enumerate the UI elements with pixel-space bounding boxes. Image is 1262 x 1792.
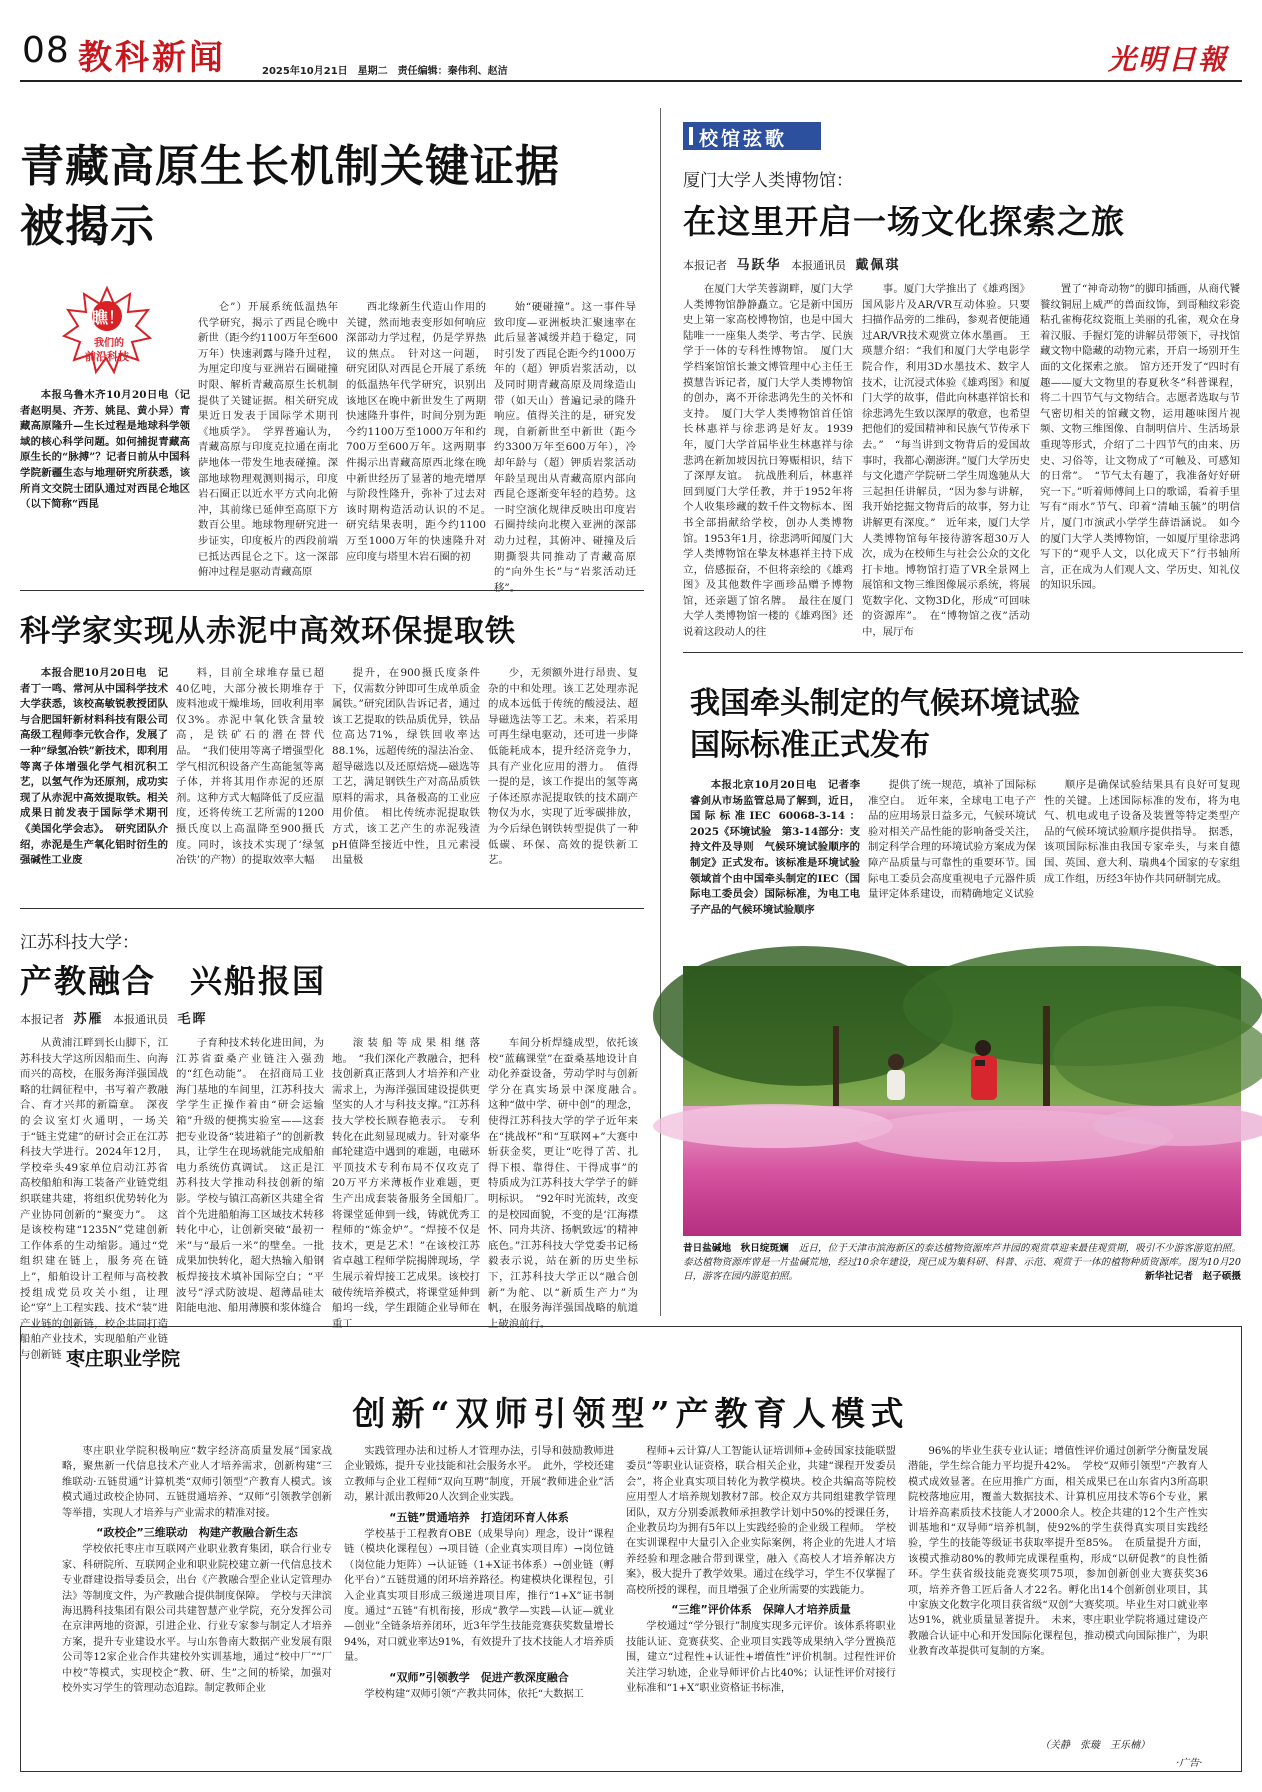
article2-col-4 bbox=[488, 666, 638, 888]
museum-col-3 bbox=[1040, 282, 1240, 638]
museum-kicker: 厦门大学人类博物馆： bbox=[683, 171, 853, 191]
museum-col-2 bbox=[862, 282, 1030, 638]
jiangsu-col3-text: 滚装船等成果相继落地。 “我们深化产教融合，把科技创新真正落到人才培养和产业需求上，为海洋强国建设提供更坚实的人才与科技支撑。”江苏科技大学校长顾春艳表示。 专利转化在此刻显现威力。针对豪华邮轮建造中遇到的难题，电磁环平顶技术专利布局不仅攻克了20万平方米薄板作业难题，更生产出成套装备服务全国船厂。 将课堂延伸到一线，铸就优秀工程师的“炼金炉”。“焊接不仅是技术，更是艺术！”在该校江苏省卓越工程师学院揭牌现场，学生展示着焊接工艺成果。该校打破传统培养模式，将课堂延伸到船坞一线，学生跟随企业导师在重工 bbox=[332, 1037, 491, 1330]
article2-col2-text: 料，目前全球堆存量已超40亿吨，大部分被长期堆存于废料池或干燥堆场，回收利用率仅3%。赤泥中氧化铁含量较高，是铁矿石的潜在替代品。 “我们使用等离子增强型化学气相沉积设备产生高能氢等离子体，并将其用作赤泥的还原剂。这种方式大幅降低了反应温度，还将传统工艺所需的1200摄氏度以上高温降至900摄氏度。同时，该技术实现了‘绿氢冶铁’的产物）的提取效率大幅 bbox=[176, 667, 324, 867]
zaozhuang-signature: （关静 张璇 王乐楠） bbox=[1040, 1740, 1150, 1751]
page-number: 08 bbox=[22, 30, 70, 71]
article2-title: 科学家实现从赤泥中高效环保提取铁 bbox=[20, 614, 516, 649]
jiangsu-col1-text: 从黄浦江畔到长山脚下，江苏科技大学这所因船而生、向海而兴的高校，在服务海洋强国战略的壮阔征程中，书写着产教融合、育才兴邦的新篇章。 深夜的会议室灯火通明，一场关于“链主党建”的研讨会正在江苏科技大学进行。2024年12月，学校牵头49家单位启动江苏省高校船舶和海工装备产业链党组织联建共建，将组织优势转化为产业协同创新的“聚变力”。 这是该校构建“1235N”党建创新工作体系的生动缩影。通过“党组织建在链上，服务亮在链上”，船舶设计工程师与高校教授组成党员攻关小组，让理论“穿”上工程实践、技术“装”进产业链的创新链，校企共同打造船舶产业技术，实现船舶产业链与创新链 bbox=[20, 1037, 168, 1361]
news-photo bbox=[683, 966, 1241, 1236]
badge-small-text-2: 前沿科技 bbox=[85, 350, 129, 363]
museum-byline-name-2: 戴佩琪 bbox=[855, 258, 901, 273]
jiangsu-col2-text: 子育种技术转化进田间，为江苏省蚕桑产业链注入强劲的“红色动能”。 在招商局工业海门基地的车间里，江苏科技大学学生正操作着由“研会运输箱”升级的便携实验室——这套把专业设备“装进箱子”的创新教具，让学生在现场就能完成船舶电力系统仿真调试。 这正是江苏科技大学推动科技创新的缩影。学校与镇江高新区共建全省首个先进船舶海工区域技术转移转化中心，让创新突破“最初一米”与“最后一米”的壁垒。一批成果加快转化，超大热输入船钢板焊接技术填补国际空白；“平波号”浮式防波堤、超薄晶硅太阳能电池、船用薄膜和浆体缝合 bbox=[176, 1037, 324, 1315]
museum-byline-role-1: 本报记者 bbox=[683, 259, 727, 272]
article1-col-4 bbox=[494, 300, 636, 594]
jiangsu-title: 产教融合 兴船报国 bbox=[20, 962, 327, 1000]
person-child-figure bbox=[887, 1054, 905, 1100]
climate-top-rule bbox=[683, 652, 1243, 653]
frontier-tech-badge bbox=[62, 286, 152, 376]
photo-caption-text: 近日，位于天津市滨海新区的泰达植物资源库芦井园的观赏草迎来最佳观赏期，吸引不少游客游览拍照。泰达植物资源库曾是一片盐碱荒地，经过10余年建设，现已成为集科研、科普、示范、观赏于一体的植物种质资源库。图为10月20日，游客在园内游览拍照。 bbox=[683, 1243, 1242, 1282]
museum-byline-name-1: 马跃华 bbox=[736, 258, 782, 273]
jiangsu-byline bbox=[20, 1008, 214, 1027]
jiangsu-kicker: 江苏科技大学： bbox=[20, 933, 139, 953]
zaozhuang-col3-subhead: “三维”评价体系 保障人才培养质量 bbox=[671, 1603, 851, 1617]
article1-col3-text: 西北缘新生代造山作用的关键，然而地表变形如何响应深部动力学过程，仍是学界热议的焦点。 针对这一问题，研究团队对西昆仑开展了系统的低温热年代学研究，识别出该地区在晚中新世发生了两期快速隆升事件，时间分别为距今约1100万至1000万年和约700万至600万年。这两期事件揭示出青藏高原西北缘在晚中新世经历了显著的地壳增厚与阶段性隆升，弥补了过去对该时期构造活动认识的不足。 研究结果表明，距今约1100万至1000万年的快速隆升对应印度与塔里木岩石圈的初 bbox=[346, 301, 497, 563]
article2-col-2 bbox=[176, 666, 324, 888]
climate-col-1 bbox=[690, 778, 860, 960]
column-tag bbox=[683, 122, 821, 150]
zaozhuang-col-4 bbox=[908, 1444, 1208, 1718]
article2-col4-text: 少，无须额外进行昂贵、复杂的中和处理。该工艺处理赤泥的成本远低于传统的酸浸法、超导磁选法等工艺。未来，若采用可再生绿电驱动，还可进一步降低能耗成本，提升经济竞争力，具有产业化应用的潜力。 值得一提的是，该工作提出的氢等离子体还原赤泥提取铁的技术副产物仅为水，实现了近零碳排放，为今后绿色钢铁转型提供了一种低碳、环保、高效的提铁新工艺。 bbox=[488, 667, 638, 867]
zaozhuang-col2-text-b: 学校基于工程教育OBE（成果导向）理念，设计“课程链（模块化课程包）→项目链（企业真实项目库）→岗位链（岗位能力矩阵）→认证链（1+X证书体系）→创业链（孵化平台）”五链贯通的闭环培养路径。构建模块化课程包，引入企业真实项目形成三级递进项目库，推行“1+X”证书制度。通过“五链”有机衔接，形成“教学—实践—认证—就业—创业”全链条培养闭环，近3年学生技能竞赛获奖数量增长94%，对口就业率达91%，有效提升了技术技能人才培养质量。 bbox=[344, 1529, 614, 1664]
museum-title: 在这里开启一场文化探索之旅 bbox=[683, 202, 1125, 241]
climate-title-line2: 国际标准正式发布 bbox=[690, 728, 930, 763]
zaozhuang-title: 创新“双师引领型”产教育人模式 bbox=[352, 1394, 910, 1433]
article1-col-3 bbox=[346, 300, 497, 568]
zaozhuang-col2-subhead: “五链”贯通培养 打造闭环育人体系 bbox=[389, 1510, 569, 1524]
jiangsu-byline-name-2: 毛晖 bbox=[177, 1012, 208, 1027]
zaozhuang-col4-text: 96%的毕业生获专业认证；增值性评价通过创新学分衡量发展潜能，学生综合能力平均提升42%。 学校“双师引领型”产教育人模式成效显著。在应用推广方面，相关成果已在山东省内3所高职院校落地应用，覆盖大数据技术、计算机应用技术等6个专业，累计培养高素质技术技能人才2000余人。校企共建的12个生产性实训基地和“双导师”培养机制，使92%的学生获得真实项目实践经验，学生的技能等级证书获取率提升至85%。 在质量提升方面，该模式推动80%的教师完成课程重构，形成“以研促教”的良性循环。学生获省级技能竞赛奖项75项，参加创新创业大赛获奖36项，培养齐鲁工匠后备人才22名。孵化出14个创新创业项目，其中家族文化数字化项目获省级“双创”大赛奖项。毕业生对口就业率达91%，就业质量显著提升。 未来，枣庄职业学院将通过建设产教融合认证中心和开发国际化课程包，推动模式向国际推广，为职业教育改革提供可复制的方案。 bbox=[908, 1446, 1208, 1658]
museum-col3-text: 置了“神奇动物”的脚印插画，从商代饕餮纹铜屈上威严的兽面纹饰，到哥釉纹彩瓷粘孔雀梅花纹瓷瓶上美丽的孔雀，观众在身着汉服、手握灯笼的讲解员带领下，寻找馆藏文物中隐藏的动物元素，开启一场别开生面的文化探索之旅。 馆方还开发了“四时有趣——厦大文物里的春夏秋冬”科普课程，将二十四节气与文物结合。志愿者选取与节气密切相关的馆藏文物，运用趣味图片视频、文物三维图像、自制明信片、生活场景重现等形式，介绍了二十四节气的由来、历史、习俗等，让文物成了“可触及、可感知的日常”。 “节气太有趣了，我准备好好研究一下。”听着师傅间上口的歌谣，看着手里写有“雨水”节气、印着“清岫玉毓”的明信片，厦门市演武小学学生薛语涵说。 如今的厦门大学人类博物馆，一如厦厅里徐悲鸿写下的“观乎人文，以化成天下”行书轴所言，正在成为人们观人文、学历史、知礼仪的知识乐园。 bbox=[1040, 283, 1240, 592]
climate-col2-text: 提供了统一规范，填补了国际标准空白。 近年来，全球电工电子产品的应用场景日益多元，气候环境试验对相关产品性能的影响备受关注，制定科学合理的环境试验方案成为保障产品质量与可靠性的重要环节。国际电工委员会高度重视电子元器件质量评定体系建设，而精确地定义试验 bbox=[868, 779, 1036, 901]
zaozhuang-col1-subhead: “政校企”三维联动 构建产教融合新生态 bbox=[96, 1526, 298, 1540]
museum-col2-text: 事。厦门大学推出了《雄鸡图》国风影片及AR/VR互动体验。只要扫描作品旁的二维码，参观者便能通过AR/VR技术观赏立体水墨画。 王瑛慧介绍：“我们和厦门大学电影学院合作，利用3D水墨技术、数字人技术，让沉浸式体验《雄鸡图》和厦门大学的故事，借此向林惠祥馆长和徐悲鸿先生致以深厚的敬意，也希望把他们的爱国精神和民族气节传承下去。” “每当讲到文物背后的爱国故事时，我都心潮澎湃。”厦门大学历史与文化遗产学院研二学生周逸驰从大三起担任讲解员，“因为参与讲解，我开始挖掘文物背后的故事，努力让讲解更有深度。” 近年来，厦门大学人类博物馆每年接待游客超30万人次，成为在校师生与社会公众的文化打卡地。博物馆打造了VR全景网上展馆和文物三维图像展示系统，将展览数字化、文物3D化，形成“可回味的资源库”。 在“博物馆之夜”活动中，展厅布 bbox=[862, 283, 1030, 639]
column-tag-marker-icon bbox=[689, 127, 693, 145]
climate-col3-text: 顺序是确保试验结果具有良好可复现性的关键。上述国际标准的发布，将为电气、机电或电子设备及装置等特定类型产品的气候环境试验顺序提供指导。 据悉，该项国际标准由我国专家牵头，与来自德国、英国、意大利、瑞典4个国家的专家组成工作组，历经3年协作共同研制完成。 bbox=[1044, 779, 1240, 885]
museum-byline bbox=[683, 254, 907, 273]
climate-col-2 bbox=[868, 778, 1036, 960]
jiangsu-col-2 bbox=[176, 1036, 324, 1316]
photo-flower-field-image bbox=[683, 966, 1241, 1236]
climate-col1-text: 本报北京10月20日电 记者李睿剑从市场监管总局了解到，近日，国际标准IEC 60068-3-14：2025《环境试验 第3-14部分：支持文件及导则 气候环境试验顺序的制定》正式发布。该标准是环境试验领域首个由中国牵头制定的IEC（国际电工委员会）国际标准，为电工电子产品的气候环境试验顺序 bbox=[690, 779, 860, 916]
museum-col1-text: 在厦门大学芙蓉湖畔，厦门大学人类博物馆静静矗立。它是新中国历史上第一家高校博物馆，也是中国大陆唯一一座集人类学、考古学、民族学于一体的专科性博物馆。 厦门大学档案馆馆长兼文博管理中心主任王摸慧告诉记者，厦门大学人类博物馆的创办，离不开徐悲鸿先生的关怀和支持。 厦门大学人类博物馆首任馆长林惠祥与徐悲鸿是好友。1939年，厦门大学首届毕业生林惠祥与徐悲鸿在新加坡因抗日筹赈相识，结下了深厚友谊。 抗战胜利后，林惠祥回到厦门大学任教，并于1952年将个人收集珍藏的数千件文物标本、图书全部捐献给学校，创办人类博物馆。1953年1月，徐悲鸿听闻厦门大学人类博物馆在挚友林惠祥主持下成立，倍感振奋，不但将亲绘的《雄鸡图》及其他数件字画珍品赠予博物馆，还亲题了馆名牌。 最往在厦门大学人类博物馆一楼的《雄鸡图》还说着这段动人的往 bbox=[683, 283, 853, 639]
jiangsu-col-3 bbox=[332, 1036, 491, 1330]
vertical-divider bbox=[660, 108, 661, 1316]
badge-small-text-1: 我们的 bbox=[94, 338, 124, 349]
zaozhuang-col1-text-b: 学校依托枣庄市互联网产业职业教育集团，联合行业专家、科研院所、互联网企业和职业院校建立新一代信息技术专业群建设指导委员会，出台《产教融合型企业认定管理办法》等制度文件，为产教融合提供制度保障。 学校与天津滨海迅腾科技集团有限公司共建智慧产业学院，充分发挥公司在京津两地的资源，引进企业、行业专家参与制定人才培养方案，提升专业建设水平。与山东鲁南大数据产业发展有限公司等12家企业合作共建校外实训基地，通过“校中厂”“厂中校”等模式，实现校企“教、研、生”之间的桥梁，加强对校外实习学生的管理动态追踪。制定教师企业 bbox=[62, 1544, 332, 1695]
article1-col-1 bbox=[20, 388, 190, 564]
zaozhuang-col1-text: 枣庄职业学院积极响应“数字经济高质量发展”国家战略，聚焦新一代信息技术产业人才培养需求，创新构建“三维联动·五链贯通”计算机类“双师引领型”产教育人模式。该模式通过政校企协同、五链贯通培养、“双师”引领教学创新等举措，实现人才培养与产业需求的精准对接。 bbox=[62, 1446, 332, 1519]
article2-col-3 bbox=[332, 666, 480, 888]
jiangsu-byline-role-1: 本报记者 bbox=[20, 1013, 64, 1026]
article2-top-rule bbox=[20, 590, 644, 591]
zaozhuang-col-3 bbox=[626, 1444, 896, 1740]
museum-col-1 bbox=[683, 282, 853, 638]
zaozhuang-institution: 枣庄职业学院 bbox=[66, 1348, 181, 1370]
zaozhuang-col3-text-b: 学校通过“学分银行”制度实现多元评价。该体系将职业技能认证、竞赛获奖、企业项目实践等成果纳入学分置换范围，建立“过程性+认证性+增值性”评价机制。过程性评价关注学习轨迹，企业导师评价占比40%；认证性评价对接行业标准和“1+X”职业资格证书标准， bbox=[626, 1621, 896, 1695]
zaozhuang-col-2 bbox=[344, 1444, 614, 1740]
article1-title-line1: 青藏高原生长机制关键证据 bbox=[20, 141, 560, 192]
article2-col3-text: 提升，在900摄氏度条件下，仅需数分钟即可生成单质金属铁。”研究团队告诉记者，通过该工艺提取的铁品质优异，铁品位高达71%，绿铁回收率达88.1%，远超传统的湿法冶金、超导磁选以及还原焙烧—磁选等工艺，满足钢铁生产对高品质铁原料的需求，具备极高的工业应用价值。 相比传统赤泥提取铁方式，该工艺产生的赤泥残渣pH值降至接近中性，且元素浸出量极 bbox=[332, 667, 480, 867]
article1-col4-text: 始“硬碰撞”。这一事件导致印度—亚洲板块汇聚速率在此后显著减缓并趋于稳定，同时引发了西昆仑距今约1000万年的（超）钾质岩浆活动，以及同时期青藏高原及周缘造山带（如天山）普遍记录的隆升响应。值得关注的是，研究发现，自新新世至中新世（距今约3300万年至600万年），冷却年龄与（超）钾质岩浆活动年龄呈现出从青藏高原内部向西昆仑逐渐变年轻的趋势。这一时空演化规律反映出印度岩石圈持续向北楔入亚洲的深部动力过程，其俯冲、碰撞及后期撕裂共同推动了青藏高原的“向外生长”与“岩浆活动迁移”。 bbox=[494, 301, 636, 594]
masthead-rule bbox=[20, 80, 1242, 82]
jiangsu-top-rule bbox=[20, 908, 644, 909]
paper-logo: 光明日報 bbox=[1108, 43, 1229, 76]
ad-mark: ·广告· bbox=[1176, 1758, 1203, 1769]
climate-col-3 bbox=[1044, 778, 1240, 960]
article1-col2-text: 仑”）开展系统低温热年代学研究，揭示了西昆仑晚中新世（距今约1100万年至600万年）快速剥露与隆升过程，为厘定印度与亚洲岩石圈碰撞时限、解析青藏高原生长机制提供了关键证据。相关研究成果近日发表于国际学术期刊《地质学》。 学界普遍认为，青藏高原与印度克拉通在南北萨地体一带发生地表碰撞。深部地球物理观测则揭示，印度岩石圈正以近水平方式向北俯冲，其前缘已延伸至高原下方数百公里。地球物理研究进一步证实，印度板片的西段前端已抵达西昆仑之下。这一深部俯冲过程是驱动青藏高原 bbox=[198, 301, 338, 579]
zaozhuang-col3-text: 程师+云计算/人工智能认证培训师+金砖国家技能联盟委员”等职业认证资格，联合相关企业，共建“课程开发委员会”，将企业真实项目转化为教学模块。校企共编高等院校应用型人才培养规划教材7部。校企双方共同组建教学管理团队，双方分别委派教师承担教学计划中50%的授课任务，企业教员均为拥有5年以上实践经验的企业级工程师。 学校在实训课程中大量引入企业实际案例，将企业的先进人才培养经验和理念融合带到课堂，融入《高校人才培养解决方案》，极大提升了教学效果。通过在线学习，学生不仅掌握了高校所授的课程，而且增强了企业所需要的实践能力。 bbox=[626, 1446, 896, 1596]
climate-title-line1: 我国牵头制定的气候环境试验 bbox=[690, 686, 1080, 721]
article2-col1-text: 本报合肥10月20日电 记者丁一鸣、常河从中国科学技术大学获悉，该校高敏锐教授团队与合肥国轩新材料科技有限公司高级工程师李元钦合作，发展了一种“绿氢冶铁”新技术，即利用等离子体增强化学气相沉积工艺，以氢气作为还原剂，成功实现了从赤泥中高效提取铁。相关成果日前发表于国际学术期刊《美国化学会志》。 研究团队介绍，赤泥是生产氧化铝时衍生的强碱性工业废 bbox=[20, 667, 168, 867]
zaozhuang-col2-text: 实践管理办法和过桥人才管理办法，引导和鼓励教师进企业锻炼，提升专业技能和社会服务水平。 此外，学校还建立教师与企业工程师“双向互聘”制度，开展“教师进企业”活动，累计派出教师20人次到企业实践。 bbox=[344, 1446, 614, 1504]
museum-byline-role-2: 本报通讯员 bbox=[791, 259, 847, 272]
article2-col-1 bbox=[20, 666, 168, 888]
photo-credit: 新华社记者 赵子硕摄 bbox=[1145, 1271, 1241, 1282]
column-tag-label: 校馆弦歌 bbox=[699, 128, 788, 150]
article1-col1-text: 本报乌鲁木齐10月20日电（记者赵明昊、齐芳、姚昆、黄小异）青藏高原隆升—生长过程是地球科学领域的核心科学问题。如何捕捉青藏高原生长的“脉搏”？记者日前从中国科学院新疆生态与地理研究所获悉，该所肖文交院士团队通过对西昆仑地区（以下简称“西昆 bbox=[20, 389, 190, 511]
jiangsu-byline-name-1: 苏雁 bbox=[73, 1012, 104, 1027]
zaozhuang-col2-subhead-2: “双师”引领教学 促进产教深度融合 bbox=[389, 1670, 569, 1684]
photo-caption bbox=[683, 1242, 1241, 1298]
date-line: 2025年10月21日 星期二 责任编辑：秦伟利、赵洁 bbox=[262, 66, 508, 77]
jiangsu-byline-role-2: 本报通讯员 bbox=[113, 1013, 169, 1026]
zaozhuang-col-1 bbox=[62, 1444, 332, 1740]
badge-big-text: 瞧！ bbox=[92, 308, 125, 327]
photo-caption-title: 昔日盐碱地 秋日绽斑斓 bbox=[683, 1243, 789, 1254]
jiangsu-col4-text: 车间分析焊缝成型，依托该校“蓝藕课堂”在蚕桑基地设计自动化养蚕设备，劳动学时与创新学分在真实场景中深度融合。 这种“做中学、研中创”的理念，使得江苏科技大学的学子近年来在“挑战杯”和“互联网+”大赛中斩获金奖，更让“吃得了苦、扎得下根、靠得住、干得成事”的特质成为江苏科技大学学子的鲜明标识。 “92年时光流转，改变的是校园面貌，不变的是‘江海襟怀、同舟共济、扬帆致远’的精神底色。”江苏科技大学党委书记杨毅表示说，站在新的历史坐标下，江苏科技大学正以“融合创新”为舵、以“新质生产力”为帆，在服务海洋强国战略的航道上破浪前行。 bbox=[488, 1037, 649, 1330]
article1-title-line2: 被揭示 bbox=[20, 201, 155, 252]
zaozhuang-col2-text-c: 学校构建“双师引领”产教共同体，依托“大数据工 bbox=[364, 1689, 584, 1701]
section-title: 教科新闻 bbox=[78, 38, 226, 78]
article1-col-2 bbox=[198, 300, 338, 579]
jiangsu-col-4 bbox=[488, 1036, 649, 1330]
